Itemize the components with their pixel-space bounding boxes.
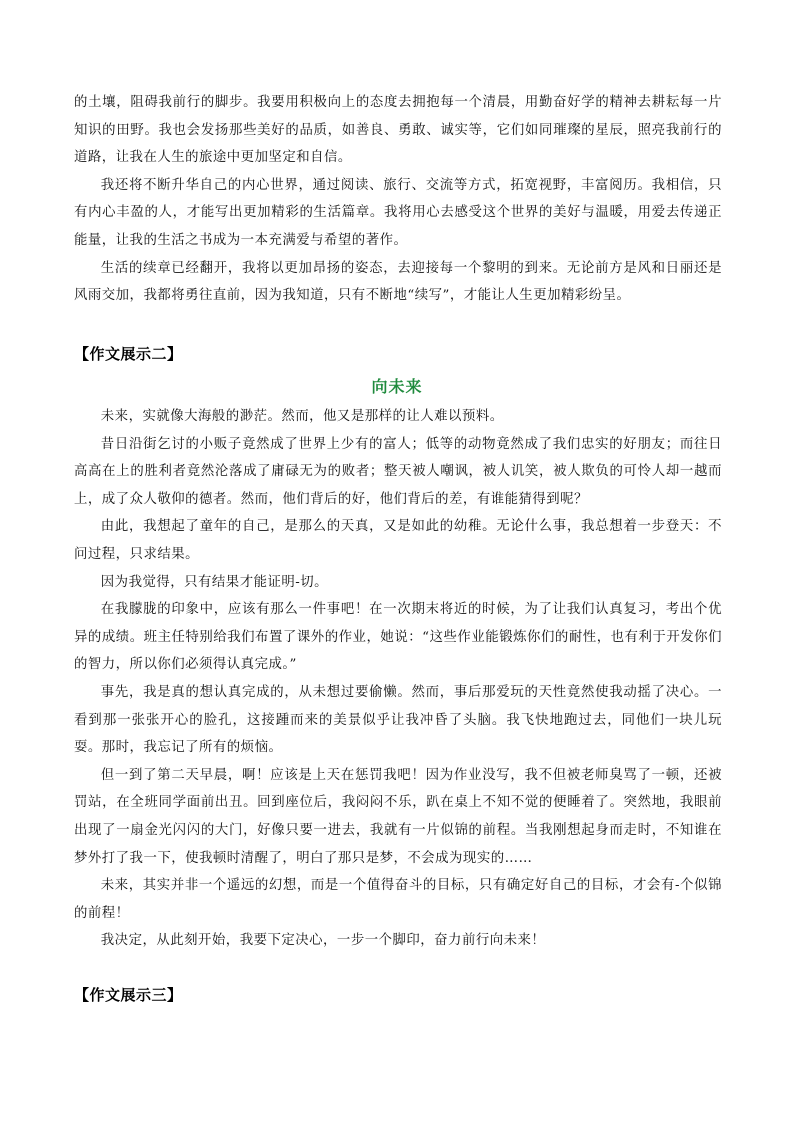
section1-body: [74, 89, 722, 310]
paragraph: 未来，其实并非一个遥远的幻想，而是一个值得奋斗的目标，只有确定好自己的目标，才会有-个似锦的前程！: [74, 878, 722, 921]
paragraph: 未来，实就像大海般的渺茫。然而，他又是那样的让人难以预料。: [100, 409, 504, 424]
paragraph: 事先，我是真的想认真完成的，从未想过要偷懒。然而，事后那爱玩的天性竟然使我动摇了决心。一看到那一张张开心的脸孔，这接踵而来的美景似乎让我冲昏了头脑。我飞快地跑过去，同他们一块儿玩耍。那时，我忘记了所有的烦恼。: [74, 684, 722, 756]
essay-title: 向未来: [371, 377, 423, 396]
paragraph: 昔日沿街乞讨的小贩子竟然成了世界上少有的富人；低等的动物竟然成了我们忠实的好朋友；而往日高高在上的胜利者竟然沦落成了庸碌无为的败者；整天被人嘲讽，被人讥笑，被人欺负的可怜人却一越而上，成了众人敬仰的德者。然而，他们背后的好，他们背后的差，有谁能猜得到呢？: [74, 436, 722, 507]
paragraph: 我决定，从此刻开始，我要下定决心，一步一个脚印，奋力前行向未来！: [100, 933, 546, 949]
section-heading-2: 【作文展示二】: [74, 345, 183, 363]
paragraph: 在我朦胧的印象中，应该有那么一件事吧！在一次期末将近的时候，为了让我们认真复习，考出个优异的成绩。班主任特别给我们布置了课外的作业，她说：“这些作业能锻炼你们的耐性，也有利于开发你们的智力，所以你们必须得认真完成。”: [74, 602, 722, 673]
essay2-body: [74, 403, 722, 955]
paragraph: 因为我觉得，只有结果才能证明-切。: [100, 574, 329, 590]
paragraph: 的土壤，阻碍我前行的脚步。我要用积极向上的态度去拥抱每一个清晨，用勤奋好学的精神去耕耘每一片知识的田野。我也会发扬那些美好的品质，如善良、勇敢、诚实等，它们如同璀璨的星辰，照亮我前行的道路，让我在人生的旅途中更加坚定和自信。: [74, 95, 722, 166]
paragraph: 由此，我想起了童年的自己，是那么的天真，又是如此的幼稚。无论什么事，我总想着一步登天：不问过程，只求结果。: [74, 519, 722, 562]
paragraph: 生活的续章已经翻开，我将以更加昂扬的姿态，去迎接每一个黎明的到来。无论前方是风和日丽还是风雨交加，我都将勇往直前，因为我知道，只有不断地“续写”，才能让人生更加精彩纷呈。: [74, 260, 722, 304]
paragraph: 我还将不断升华自己的内心世界，通过阅读、旅行、交流等方式，拓宽视野，丰富阅历。我相信，只有内心丰盈的人，才能写出更加精彩的生活篇章。我将用心去感受这个世界的美好与温暖，用爱去传递正能量，让我的生活之书成为一本充满爱与希望的著作。: [74, 177, 722, 248]
section-heading-3: 【作文展示三】: [74, 986, 183, 1004]
paragraph: 但一到了第二天早晨，啊！应该是上天在惩罚我吧！因为作业没写，我不但被老师臭骂了一顿，还被罚站，在全班同学面前出丑。回到座位后，我闷闷不乐，趴在桌上不知不觉的便睡着了。突然地，我眼前出现了一扇金光闪闪的大门，好像只要一进去，我就有一片似锦的前程。当我刚想起身而走时，不知谁在梦外打了我一下，使我顿时清醒了，明白了那只是梦，不会成为现实的……: [74, 767, 722, 866]
